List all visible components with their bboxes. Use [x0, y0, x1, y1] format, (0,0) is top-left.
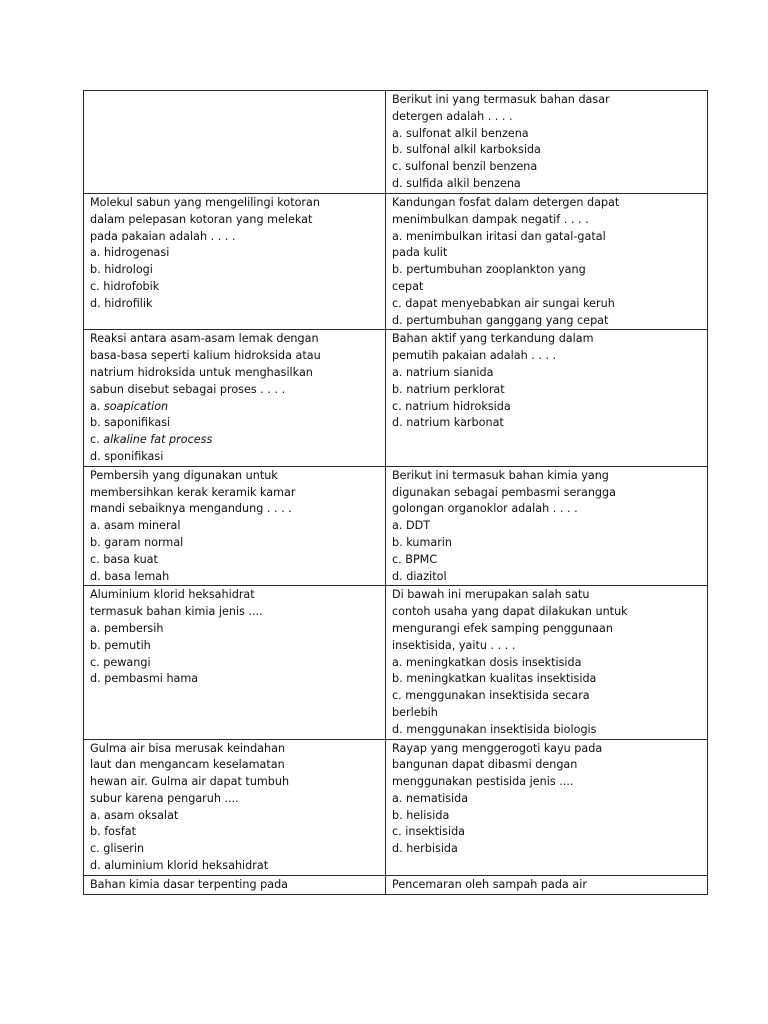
- option-text: alkaline fat process: [103, 433, 213, 447]
- option-a: a. asam mineral: [90, 519, 181, 533]
- question-text: Berikut ini termasuk bahan kimia yang digunakan sebagai pembasmi serangga golongan organoklor adalah . . . .: [392, 468, 616, 516]
- option-c: c. dapat menyebabkan air sungai keruh: [392, 296, 615, 310]
- question-cell-right: [386, 739, 708, 875]
- option-c: c. pewangi: [90, 655, 151, 669]
- option-c: c. menggunakan insektisida secara berlebih: [392, 689, 590, 719]
- option-a: [90, 399, 379, 416]
- option-b: b. helisida: [392, 808, 450, 822]
- option-a: a. meningkatkan dosis insektisida: [392, 655, 582, 669]
- question-cell-right: [386, 91, 708, 194]
- option-c: [90, 432, 379, 449]
- question-cell-right: [386, 194, 708, 330]
- question-cell-left: [84, 466, 386, 586]
- question-cell-right: [386, 466, 708, 586]
- question-text: Pembersih yang digunakan untuk membersihkan kerak keramik kamar mandi sebaiknya mengandung . . . .: [90, 468, 296, 516]
- question-text: Pencemaran oleh sampah pada air: [392, 877, 587, 891]
- option-c: c. basa kuat: [90, 552, 158, 566]
- option-prefix: b.: [90, 416, 105, 430]
- option-b: b. pertumbuhan zooplankton yang cepat: [392, 263, 586, 293]
- table-row: [84, 91, 708, 194]
- question-text: Bahan kimia dasar terpenting pada: [90, 877, 289, 891]
- option-b: b. kumarin: [392, 535, 452, 549]
- table-row: [84, 875, 708, 894]
- option-b: b. sulfonal alkil karboksida: [392, 143, 541, 157]
- question-cell-right: [386, 330, 708, 466]
- question-cell-left: [84, 194, 386, 330]
- option-a: a. hidrogenasi: [90, 246, 170, 260]
- table-row: [84, 739, 708, 875]
- option-b: b. garam normal: [90, 535, 184, 549]
- option-b: b. fosfat: [90, 825, 137, 839]
- option-b: b. hidrologi: [90, 263, 153, 277]
- option-c: c. natrium hidroksida: [392, 399, 511, 413]
- option-a: a. nematisida: [392, 791, 469, 805]
- table-row: [84, 330, 708, 466]
- question-text: Aluminium klorid heksahidrat termasuk bahan kimia jenis ....: [90, 588, 263, 619]
- option-d: d. menggunakan insektisida biologis: [392, 722, 597, 736]
- option-text: saponifikasi: [104, 416, 171, 430]
- question-text: Rayap yang menggerogoti kayu pada bangunan dapat dibasmi dengan menggunakan pestisida jenis ....: [392, 741, 603, 789]
- option-d: [90, 449, 379, 466]
- option-text: sponifikasi: [104, 449, 164, 463]
- option-text: soapication: [103, 399, 169, 413]
- option-d: d. natrium karbonat: [392, 416, 504, 430]
- table-row: [84, 194, 708, 330]
- option-a: a. sulfonat alkil benzena: [392, 126, 529, 140]
- option-b: b. pemutih: [90, 638, 151, 652]
- question-cell-right: [386, 875, 708, 894]
- option-prefix: a.: [90, 399, 104, 413]
- question-text: Berikut ini yang termasuk bahan dasar detergen adalah . . . .: [392, 93, 610, 123]
- question-cell-left: [84, 91, 386, 194]
- option-d: d. herbisida: [392, 842, 458, 856]
- question-text: Di bawah ini merupakan salah satu contoh usaha yang dapat dilakukan untuk mengurangi efek samping penggunaan insektisida, yaitu . . . .: [392, 588, 628, 652]
- option-a: a. natrium sianida: [392, 365, 494, 379]
- question-cell-left: [84, 875, 386, 894]
- question-cell-right: [386, 586, 708, 739]
- option-prefix: c.: [90, 433, 104, 447]
- option-d: d. sulfida alkil benzena: [392, 176, 521, 190]
- option-c: c. insektisida: [392, 825, 466, 839]
- question-cell-left: [84, 586, 386, 739]
- option-c: c. BPMC: [392, 552, 438, 566]
- option-d: d. aluminium klorid heksahidrat: [90, 859, 269, 873]
- option-d: d. pembasmi hama: [90, 672, 199, 686]
- option-d: d. basa lemah: [90, 569, 170, 583]
- question-text: Gulma air bisa merusak keindahan laut dan mengancam keselamatan hewan air. Gulma air dapat tumbuh subur karena pengaruh ....: [90, 741, 290, 805]
- question-cell-left: [84, 330, 386, 466]
- option-c: c. hidrofobik: [90, 279, 160, 293]
- option-d: d. pertumbuhan ganggang yang cepat: [392, 313, 609, 327]
- option-c: c. sulfonal benzil benzena: [392, 160, 538, 174]
- option-prefix: d.: [90, 449, 105, 463]
- question-text: Reaksi antara asam-asam lemak dengan basa-basa seperti kalium hidroksida atau natrium hidroksida untuk menghasilkan sabun disebut sebagai proses . . . .: [90, 332, 321, 396]
- table-row: [84, 586, 708, 739]
- option-d: d. hidrofilik: [90, 296, 153, 310]
- option-a: a. pembersih: [90, 621, 164, 635]
- question-text: Bahan aktif yang terkandung dalam pemutih pakaian adalah . . . .: [392, 332, 594, 363]
- question-text: Molekul sabun yang mengelilingi kotoran dalam pelepasan kotoran yang melekat pada pakaian adalah . . . .: [90, 196, 320, 243]
- question-cell-left: [84, 739, 386, 875]
- option-b: b. meningkatkan kualitas insektisida: [392, 672, 597, 686]
- option-d: d. diazitol: [392, 569, 447, 583]
- option-b: b. natrium perklorat: [392, 382, 505, 396]
- option-a: a. asam oksalat: [90, 808, 179, 822]
- question-table: [83, 90, 708, 895]
- question-text: Kandungan fosfat dalam detergen dapat menimbulkan dampak negatif . . . .: [392, 196, 620, 226]
- option-c: c. gliserin: [90, 842, 145, 856]
- option-a: a. DDT: [392, 519, 431, 533]
- option-a: a. menimbulkan iritasi dan gatal-gatal pada kulit: [392, 229, 606, 260]
- table-row: [84, 466, 708, 586]
- option-b: [90, 415, 379, 432]
